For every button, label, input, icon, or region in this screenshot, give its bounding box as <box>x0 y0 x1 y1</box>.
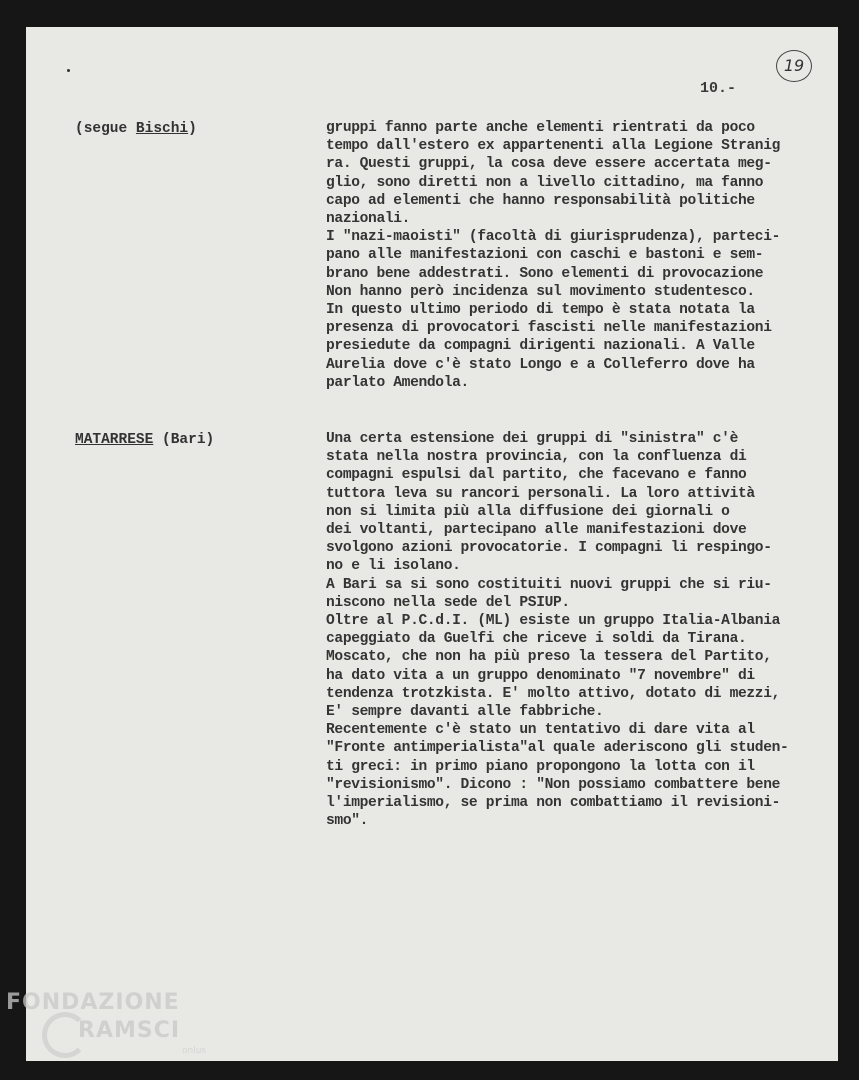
text-line: compagni espulsi dal partito, che facevano e fanno <box>326 467 747 484</box>
text-line: dei voltanti, partecipano alle manifestazioni dove <box>326 522 747 539</box>
fondazione-gramsci-watermark: FONDAZIONE RAMSCI onlus <box>6 990 207 1056</box>
text-line: parlato Amendola. <box>326 374 469 391</box>
text-line: I "nazi-maoisti" (facoltà di giurisprudenza), parteci- <box>326 229 781 246</box>
text-line: stata nella nostra provincia, con la confluenza di <box>326 449 747 466</box>
text-line: niscono nella sede del PSIUP. <box>326 594 570 611</box>
text-line: l'imperialismo, se prima non combattiamo il revisioni- <box>326 795 781 812</box>
text-line: no e li isolano. <box>326 558 461 575</box>
text-line: Oltre al P.C.d.I. (ML) esiste un gruppo Italia-Albania <box>326 613 781 630</box>
text-line: pano alle manifestazioni con caschi e bastoni e sem- <box>326 247 764 264</box>
text-line: gruppi fanno parte anche elementi rientrati da poco <box>326 120 755 136</box>
text-line: "revisionismo". Dicono : "Non possiamo combattere bene <box>326 776 781 793</box>
section-label-matarrese: MATARRESE (Bari) <box>75 432 215 448</box>
text-line: tendenza trotzkista. E' molto attivo, dotato di mezzi, <box>326 685 781 702</box>
text-line: Recentemente c'è stato un tentativo di dare vita al <box>326 722 755 739</box>
ink-dot <box>67 69 70 72</box>
text-line: A Bari sa si sono costituiti nuovi gruppi che si riu- <box>326 576 772 593</box>
text-line: Una certa estensione dei gruppi di "sinistra" c'è <box>326 431 738 447</box>
page-number: 10.- <box>700 80 737 97</box>
text-line: Moscato, che non ha più preso la tessera del Partito, <box>326 649 772 666</box>
text-line: tuttora leva su rancori personali. La loro attività <box>326 485 755 502</box>
text-line: capeggiato da Guelfi che riceve i soldi da Tirana. <box>326 631 747 648</box>
section-label-bischi: (segue Bischi) <box>75 121 197 137</box>
text-line: tempo dall'estero ex appartenenti alla Legione Stranig <box>326 138 781 155</box>
text-line: ti greci: in primo piano propongono la lotta con il <box>326 758 755 775</box>
text-line: nazionali. <box>326 211 411 228</box>
text-line: ra. Questi gruppi, la cosa deve essere accertata meg- <box>326 156 772 173</box>
text-line: smo". <box>326 813 369 830</box>
text-line: Non hanno però incidenza sul movimento studentesco. <box>326 283 755 300</box>
text-line: "Fronte antimperialista"al quale aderiscono gli studen- <box>326 740 789 757</box>
text-line: ha dato vita a un gruppo denominato "7 novembre" di <box>326 667 755 684</box>
text-line: presiedute da compagni dirigenti nazionali. A Valle <box>326 338 755 355</box>
section-text-matarrese <box>326 430 841 830</box>
text-line: brano bene addestrati. Sono elementi di provocazione <box>326 265 764 282</box>
text-line: presenza di provocatori fascisti nelle manifestazioni <box>326 320 772 337</box>
folio-number: 19 <box>776 50 812 82</box>
section-text-bischi <box>326 119 841 392</box>
text-line: svolgono azioni provocatorie. I compagni li respingo- <box>326 540 772 557</box>
text-line: E' sempre davanti alle fabbriche. <box>326 704 604 721</box>
text-line: In questo ultimo periodo di tempo è stata notata la <box>326 302 755 319</box>
text-line: glio, sono diretti non a livello cittadino, ma fanno <box>326 174 764 191</box>
text-line: capo ad elementi che hanno responsabilità politiche <box>326 192 755 209</box>
text-line: non si limita più alla diffusione dei giornali o <box>326 503 730 520</box>
text-line: Aurelia dove c'è stato Longo e a Colleferro dove ha <box>326 356 755 373</box>
